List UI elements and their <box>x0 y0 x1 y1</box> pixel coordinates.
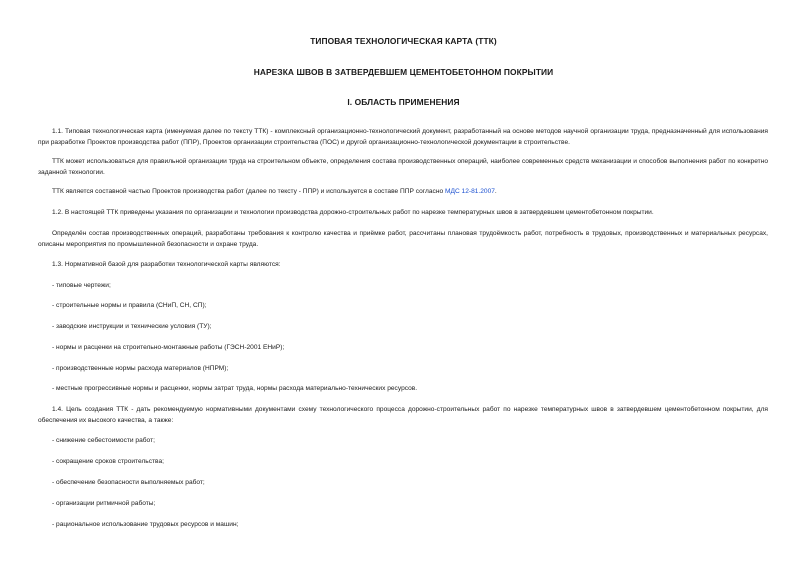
document-title: ТИПОВАЯ ТЕХНОЛОГИЧЕСКАЯ КАРТА (ТТК) <box>310 36 497 46</box>
paragraph-text: ТТК является составной частью Проектов производства работ (далее по тексту - ППР) и используется в составе ППР согласно <box>52 188 445 195</box>
mds-link[interactable]: МДС 12-81.2007 <box>444 188 495 195</box>
paragraph-end: . <box>494 188 497 195</box>
list-item: - организации ритмичной работы; <box>52 500 156 507</box>
paragraph-ttk-part-of-ppr <box>38 187 768 198</box>
list-item: - заводские инструкции и технические условия (ТУ); <box>52 323 212 330</box>
paragraph-1-4: 1.4. Цель создания ТТК - дать рекомендуемую нормативными документами схему технологического процесса дорожно-строительных работ по нарезке температурных швов в затвердевшем цементобетонном покрытии, для обеспечения их высокого качества, а также: <box>38 406 768 424</box>
list-item: - производственные нормы расхода материалов (НПРМ); <box>52 365 229 372</box>
list-item: - обеспечение безопасности выполняемых работ; <box>52 479 205 486</box>
list-item: - местные прогрессивные нормы и расценки, нормы затрат труда, нормы расхода материально-технических ресурсов. <box>52 385 418 392</box>
paragraph-1-3: 1.3. Нормативной базой для разработки технологической карты являются: <box>52 261 281 268</box>
section-heading: I. ОБЛАСТЬ ПРИМЕНЕНИЯ <box>347 97 460 107</box>
paragraph-operations: Определён состав производственных операций, разработаны требования к контролю качества и приёмке работ, рассчитаны плановая трудоёмкость работ, потребность в трудовых, производственных и материальных ресурсах, описаны мероприятия по промышленной безопасности и охране труда. <box>38 230 768 248</box>
document-subtitle: НАРЕЗКА ШВОВ В ЗАТВЕРДЕВШЕМ ЦЕМЕНТОБЕТОННОМ ПОКРЫТИИ <box>253 67 554 77</box>
list-item: - рациональное использование трудовых ресурсов и машин; <box>52 521 239 528</box>
list-item: - сокращение сроков строительства; <box>52 458 164 465</box>
paragraph-1-1: 1.1. Типовая технологическая карта (именуемая далее по тексту ТТК) - комплексный организационно-технологический документ, разработанный на основе методов научной организации труда, предназначенный для использования при разработке Проектов производства работ (ППР), Проектов организации строительства (ПОС) и другой организационно-технологической документации в строительстве. <box>38 128 768 146</box>
paragraph-1-2: 1.2. В настоящей ТТК приведены указания по организации и технологии производства дорожно-строительных работ по нарезке температурных швов в затвердевшем цементобетонном покрытии. <box>52 209 654 216</box>
list-item: - снижение себестоимости работ; <box>52 437 155 444</box>
list-item: - типовые чертежи; <box>52 282 111 289</box>
list-item: - нормы и расценки на строительно-монтажные работы (ГЭСН-2001 ЕНиР); <box>52 344 285 351</box>
list-item: - строительные нормы и правила (СНиП, СН, СП); <box>52 302 207 309</box>
paragraph-ttk-usage: ТТК может использоваться для правильной организации труда на строительном объекте, определения состава производственных операций, наиболее современных средств механизации и способов выполнения работ по конкретно заданной технологии. <box>38 158 768 176</box>
